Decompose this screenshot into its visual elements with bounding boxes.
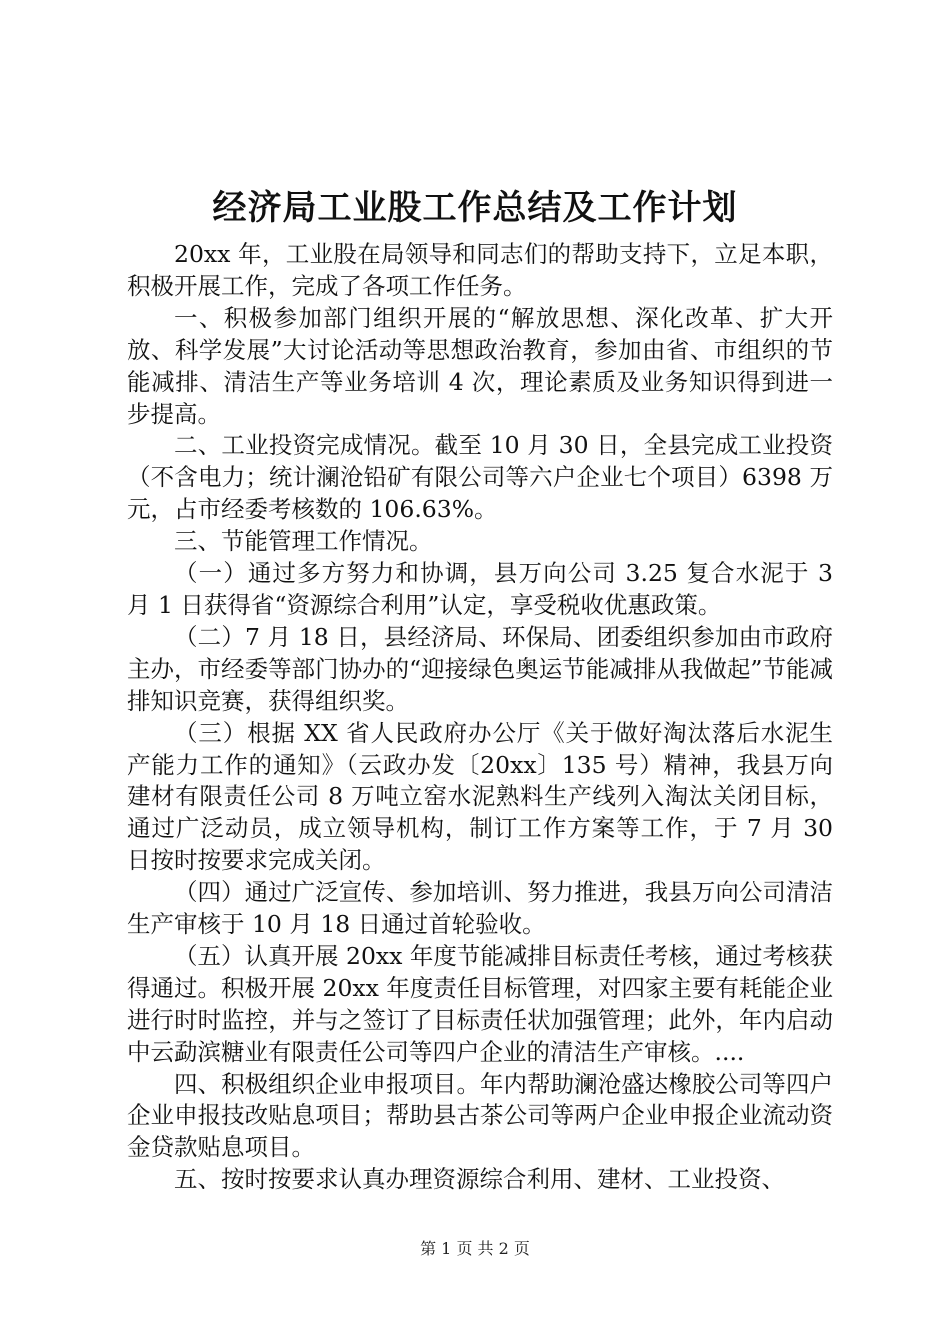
paragraph-item-2: （二）7 月 18 日，县经济局、环保局、团委组织参加由市政府主办，市经委等部门协办的“迎接绿色奥运节能减排从我做起”节能减排知识竞赛，获得组织奖。 — [127, 622, 833, 715]
paragraph-section-4: 四、积极组织企业申报项目。年内帮助澜沧盛达橡胶公司等四户企业申报技改贴息项目；帮助县古茶公司等两户企业申报企业流动资金贷款贴息项目。 — [127, 1069, 833, 1162]
page-number-footer: 第 1 页 共 2 页 — [420, 1239, 530, 1258]
paragraph-section-2: 二、工业投资完成情况。截至 10 月 30 日，全县完成工业投资（不含电力；统计澜沧铅矿有限公司等六户企业七个项目）6398 万元，占市经委考核数的 106.63%。 — [127, 431, 833, 524]
paragraph-item-1: （一）通过多方努力和协调，县万向公司 3.25 复合水泥于 3 月 1 日获得省“资源综合利用”认定，享受税收优惠政策。 — [127, 559, 833, 619]
paragraph-item-4: （四）通过广泛宣传、参加培训、努力推进，我县万向公司清洁生产审核于 10 月 18 日通过首轮验收。 — [127, 878, 833, 939]
paragraph-section-1: 一、积极参加部门组织开展的“解放思想、深化改革、扩大开放、科学发展”大讨论活动等思想政治教育，参加由省、市组织的节能减排、清洁生产等业务培训 4 次，理论素质及业务知识得到进一步提高。 — [127, 303, 833, 428]
document-body — [127, 239, 833, 1196]
paragraph-section-5: 五、按时按要求认真办理资源综合利用、建材、工业投资、 — [174, 1165, 785, 1194]
paragraph-item-3: （三）根据 XX 省人民政府办公厅《关于做好淘汰落后水泥生产能力工作的通知》（云政办发〔20xx〕135 号）精神，我县万向建材有限责任公司 8 万吨立窑水泥熟料生产线列入淘汰关闭目标，通过广泛动员，成立领导机构，制订工作方案等工作，于 7 月 30 日按时按要求完成关闭。 — [127, 718, 833, 875]
paragraph-item-5: （五）认真开展 20xx 年度节能减排目标责任考核，通过考核获得通过。积极开展 20xx 年度责任目标管理，对四家主要有耗能企业进行时时监控，并与之签订了目标责任状加强管理；此外，年内启动中云勐滨糖业有限责任公司等四户企业的清洁生产审核。.... — [127, 941, 833, 1066]
paragraph-intro: 20xx 年，工业股在局领导和同志们的帮助支持下，立足本职，积极开展工作，完成了各项工作任务。 — [127, 240, 833, 300]
paragraph-section-3: 三、节能管理工作情况。 — [174, 527, 433, 556]
document-title: 经济局工业股工作总结及工作计划 — [212, 188, 738, 228]
